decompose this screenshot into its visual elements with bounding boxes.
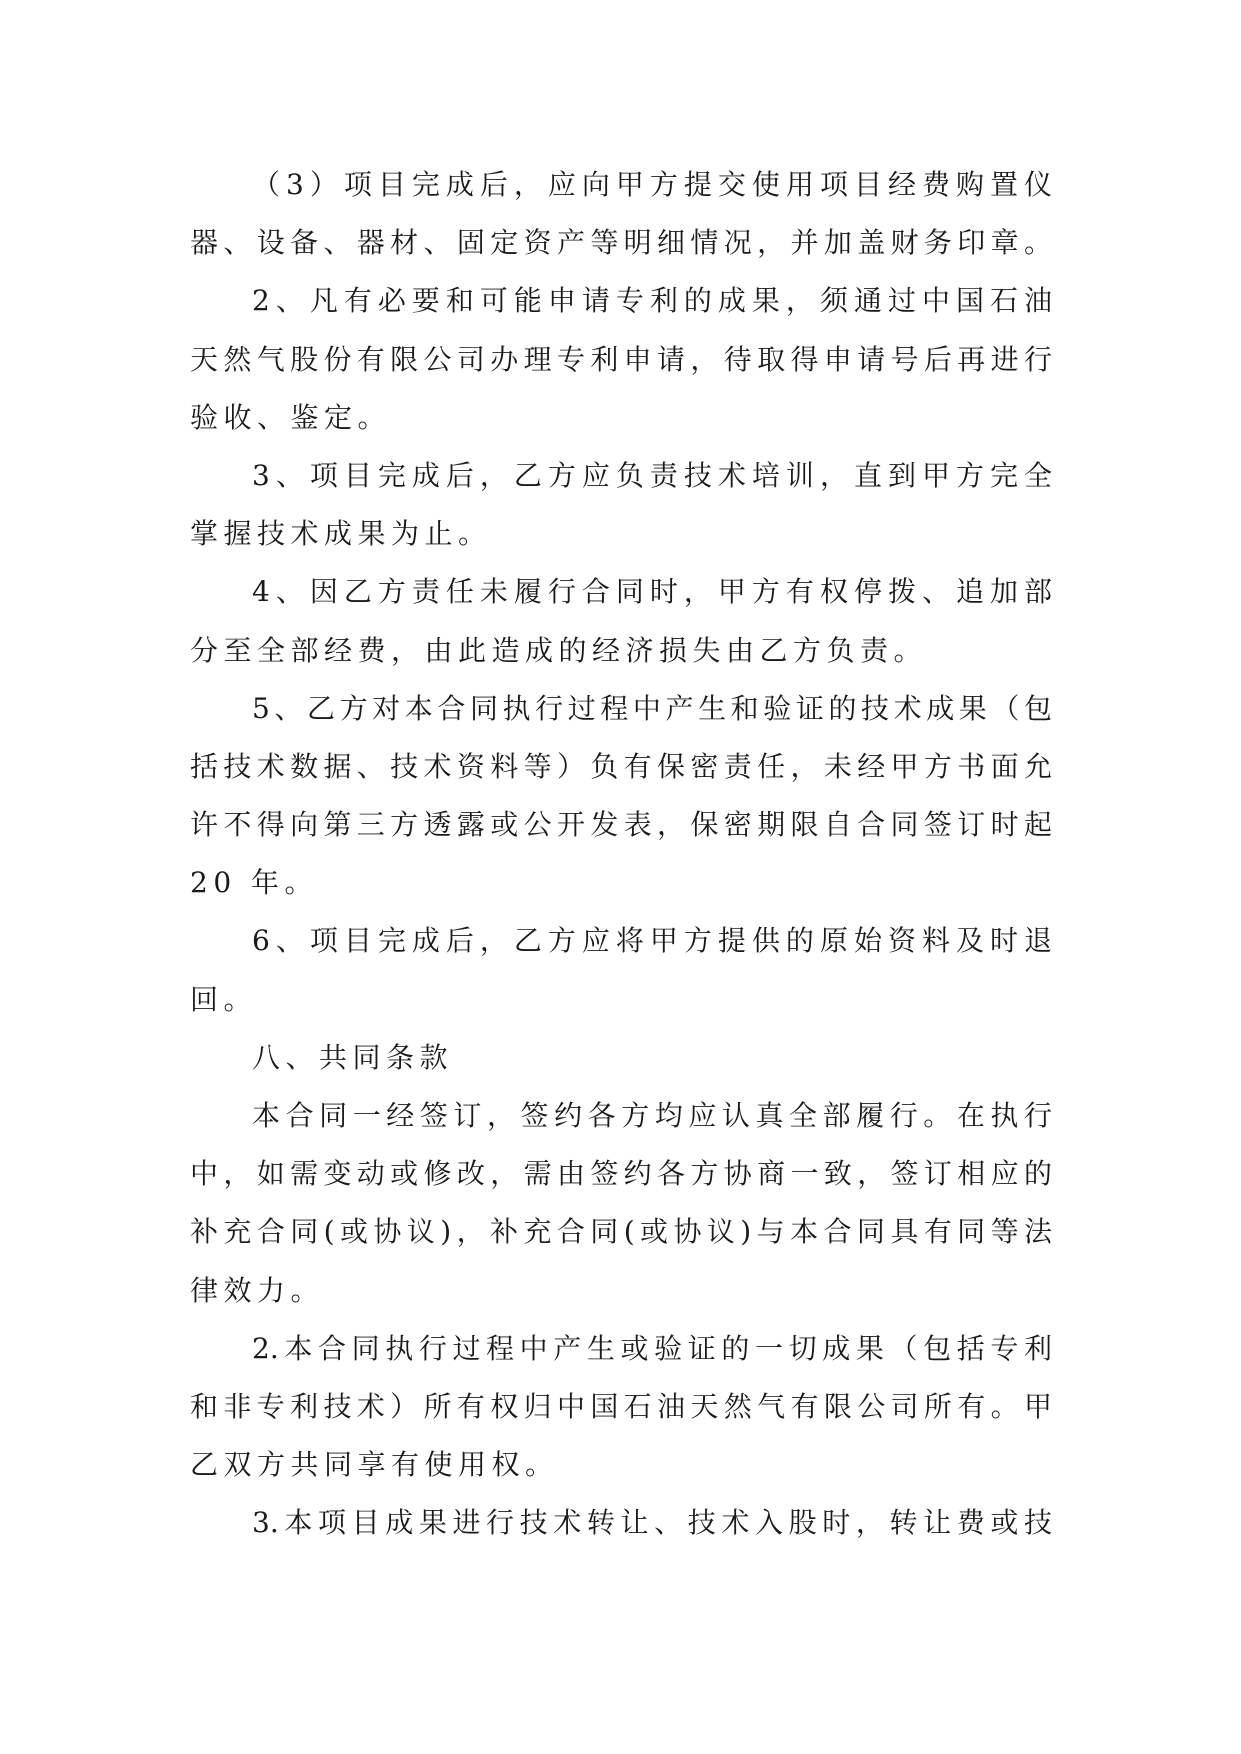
paragraph-4-liability	[190, 563, 1052, 679]
paragraph-6-return-materials	[190, 912, 1052, 1028]
text-line: 5、乙方对本合同执行过程中产生和验证的技术成果（包	[252, 691, 1052, 725]
text-line: 20 年。	[190, 866, 319, 900]
paragraph-3-transfer	[190, 1494, 1052, 1552]
text-line: 6、项目完成后，乙方应将甲方提供的原始资料及时退	[252, 924, 1052, 958]
text-line: 分至全部经费，由此造成的经济损失由乙方负责。	[190, 633, 928, 667]
section-heading-common-terms	[190, 1029, 1052, 1087]
paragraph-1-contract-effect	[190, 1087, 1052, 1320]
text-line: 掌握技术成果为止。	[190, 517, 492, 551]
text-line: 3、项目完成后，乙方应负责技术培训，直到甲方完全	[252, 458, 1052, 492]
text-line: 2、凡有必要和可能申请专利的成果，须通过中国石油	[252, 284, 1052, 318]
document-page	[190, 156, 1052, 1553]
text-line: 补充合同(或协议)，补充合同(或协议)与本合同具有同等法	[190, 1215, 1052, 1249]
text-line: 和非专利技术）所有权归中国石油天然气有限公司所有。甲	[190, 1389, 1052, 1423]
paragraph-3-equipment-list	[190, 156, 1052, 272]
paragraph-2-ownership	[190, 1320, 1052, 1495]
text-line: 回。	[190, 982, 258, 1016]
text-line: 括技术数据、技术资料等）负有保密责任，未经甲方书面允	[190, 749, 1052, 783]
paragraph-5-confidentiality	[190, 680, 1052, 913]
text-line: 4、因乙方责任未履行合同时，甲方有权停拨、追加部	[252, 575, 1052, 609]
text-line: （3）项目完成后，应向甲方提交使用项目经费购置仪	[252, 168, 1052, 201]
text-line: 律效力。	[190, 1273, 325, 1307]
text-line: 3.本项目成果进行技术转让、技术入股时，转让费或技	[252, 1506, 1052, 1540]
text-line: 许不得向第三方透露或公开发表，保密期限自合同签订时起	[190, 808, 1052, 842]
text-line: 中，如需变动或修改，需由签约各方协商一致，签订相应的	[190, 1157, 1052, 1191]
text-line: 本合同一经签订，签约各方均应认真全部履行。在执行	[252, 1099, 1052, 1132]
paragraph-2-patent	[190, 272, 1052, 447]
text-line: 天然气股份有限公司办理专利申请，待取得申请号后再进行	[190, 342, 1052, 376]
text-line: 乙双方共同享有使用权。	[190, 1448, 559, 1482]
paragraph-3-training	[190, 447, 1052, 563]
text-line: 验收、鉴定。	[190, 400, 392, 434]
text-line: 器、设备、器材、固定资产等明细情况，并加盖财务印章。	[190, 226, 1052, 260]
section-heading: 八、共同条款	[252, 1040, 454, 1074]
text-line: 2.本合同执行过程中产生或验证的一切成果（包括专利	[252, 1331, 1052, 1365]
